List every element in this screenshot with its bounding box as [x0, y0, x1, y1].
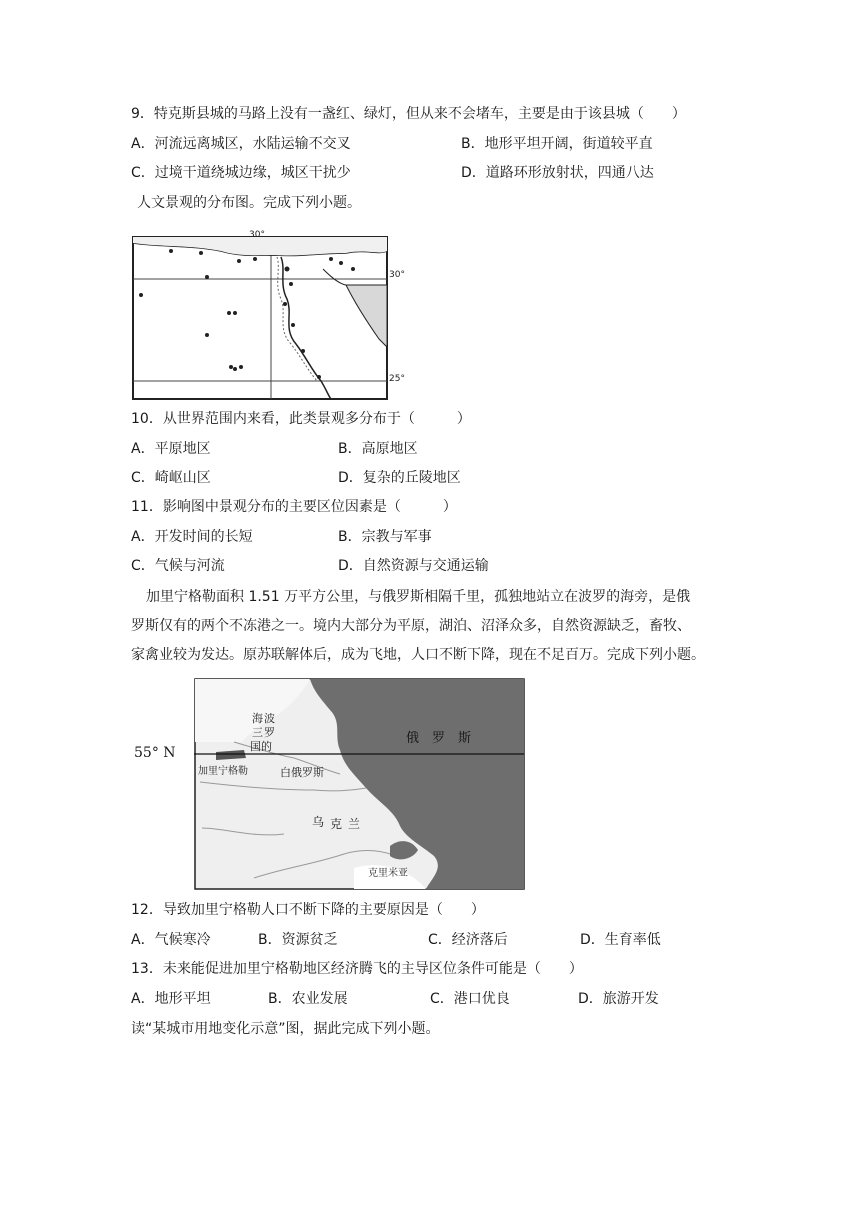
map2-label-baltic-5: 国的: [250, 740, 272, 753]
passage2-line1: 加里宁格勒面积 1.51 万平方公里，与俄罗斯相隔千里，孤独地站立在波罗的海旁，是俄: [146, 589, 691, 605]
q12-option-c: C．经济落后: [428, 932, 508, 948]
q9-option-d: D．道路环形放射状，四通八达: [461, 165, 654, 181]
q11-option-b: B．宗教与军事: [338, 529, 432, 545]
map1-lat-bottom: 25°: [389, 374, 405, 384]
map2-label-baltic-4: 罗: [264, 726, 275, 739]
q10-option-d: D．复杂的丘陵地区: [338, 470, 461, 486]
q12-option-d: D．生育率低: [580, 932, 661, 948]
q13-stem: 13．未来能促进加里宁格勒地区经济腾飞的主导区位条件可能是（ ）: [131, 961, 583, 977]
intro-text-1: 人文景观的分布图。完成下列小题。: [137, 195, 361, 211]
q12-stem: 12．导致加里宁格勒人口不断下降的主要原因是（ ）: [131, 902, 485, 918]
map2-label-ukraine-3: 兰: [348, 817, 361, 831]
q10-stem: 10．从世界范围内来看，此类景观多分布于（ ）: [131, 411, 471, 427]
map2-label-crimea: 克里米亚: [368, 868, 408, 879]
q13-option-b: B．农业发展: [268, 991, 348, 1007]
q11-option-d: D．自然资源与交通运输: [338, 558, 489, 574]
q9-option-a: A．河流远离城区，水陆运输不交叉: [131, 136, 351, 152]
q10-option-b: B．高原地区: [338, 441, 418, 457]
q12-option-a: A．气候寒冷: [131, 932, 211, 948]
map2-label-baltic-3: 三: [252, 726, 263, 739]
q11-option-c: C．气候与河流: [131, 558, 225, 574]
q11-option-a: A．开发时间的长短: [131, 529, 253, 545]
map2-label-baltic-1: 海: [252, 712, 263, 725]
map1-lat-top: 30°: [249, 230, 265, 240]
q10-option-a: A．平原地区: [131, 441, 211, 457]
q10-option-c: C．崎岖山区: [131, 470, 211, 486]
map2-label-russia: 俄 罗 斯: [406, 731, 472, 746]
map2-label-ukraine-1: 乌: [312, 815, 325, 829]
map2-label-kaliningrad: 加里宁格勒: [198, 766, 248, 777]
q13-option-d: D．旅游开发: [578, 991, 659, 1007]
map2-lat-label: 55° N: [134, 745, 176, 761]
map2-label-baltic-2: 波: [264, 712, 275, 725]
q9-stem: 9．特克斯县城的马路上没有一盏红、绿灯，但从来不会堵车，主要是由于该县城（ ）: [131, 106, 686, 122]
passage2-line3: 家禽业较为发达。原苏联解体后，成为飞地，人口不断下降，现在不足百万。完成下列小题。: [131, 647, 705, 663]
landscape-distribution-map: [131, 229, 405, 401]
q13-option-c: C．港口优良: [430, 991, 510, 1007]
kaliningrad-region-map: [194, 678, 525, 890]
q9-option-b: B．地形平坦开阔，街道较平直: [461, 136, 653, 152]
q9-option-c: C．过境干道绕城边缘，城区干扰少: [131, 165, 351, 181]
passage2-line2: 罗斯仅有的两个不冻港之一。境内大部分为平原，湖泊、沼泽众多，自然资源缺乏，畜牧、: [131, 618, 691, 634]
q13-option-a: A．地形平坦: [131, 991, 211, 1007]
map2-label-ukraine-2: 克: [330, 817, 343, 831]
q12-option-b: B．资源贫乏: [258, 932, 338, 948]
map2-label-belarus: 白俄罗斯: [280, 766, 324, 779]
outro-text: 读“某城市用地变化示意”图，据此完成下列小题。: [131, 1021, 440, 1037]
q11-stem: 11．影响图中景观分布的主要区位因素是（ ）: [131, 499, 457, 515]
map1-lat-right: 30°: [389, 270, 405, 280]
